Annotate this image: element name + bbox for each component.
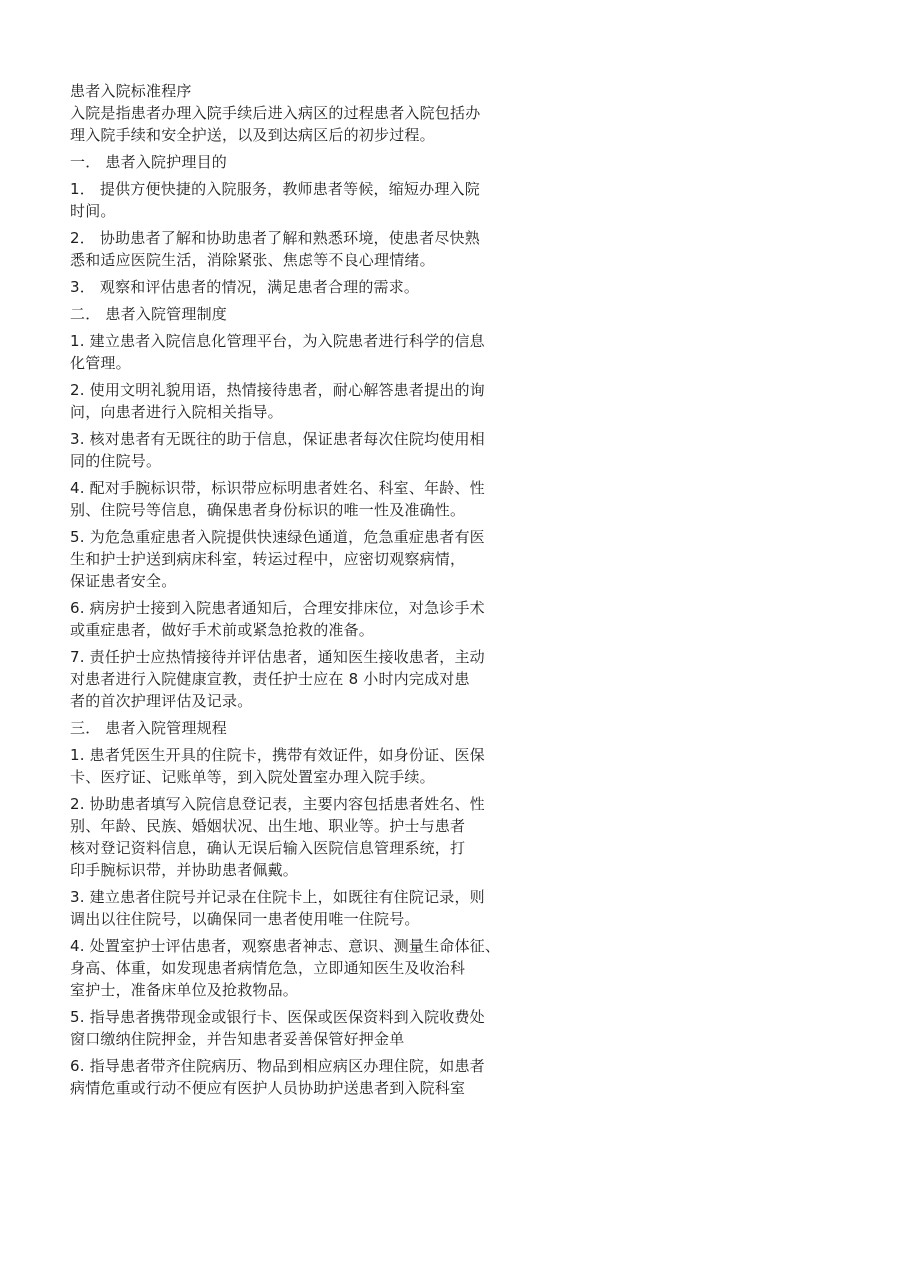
text-line: 问，向患者进行入院相关指导。: [70, 403, 283, 421]
text-line: 别、住院号等信息，确保患者身份标识的唯一性及准确性。: [70, 501, 466, 519]
text-line: 印手腕标识带，并协助患者佩戴。: [70, 861, 299, 879]
text-line: 6. 指导患者带齐住院病历、物品到相应病区办理住院，如患者: [70, 1057, 485, 1075]
text-line: 调出以往住院号，以确保同一患者使用唯一住院号。: [70, 910, 420, 928]
text-line: 病情危重或行动不便应有医护人员协助护送患者到入院科室: [70, 1079, 466, 1097]
text-line: 化管理。: [70, 354, 131, 372]
text-line: 核对登记资料信息，确认无误后输入医院信息管理系统，打: [70, 839, 466, 857]
text-line: 别、年龄、民族、婚姻状况、出生地、职业等。护士与患者: [70, 817, 466, 835]
text-line: 3． 观察和评估患者的情况，满足患者合理的需求。: [70, 278, 420, 296]
text-line: 同的住院号。: [70, 452, 162, 470]
text-line: 4. 处置室护士评估患者，观察患者神志、意识、测量生命体征、: [70, 937, 501, 955]
text-line: 室护士，准备床单位及抢救物品。: [70, 981, 299, 999]
text-line: 患者入院标准程序: [70, 82, 192, 100]
text-line: 2． 协助患者了解和协助患者了解和熟悉环境，使患者尽快熟: [70, 229, 480, 247]
text-line: 1. 建立患者入院信息化管理平台，为入院患者进行科学的信息: [70, 332, 485, 350]
text-line: 入院是指患者办理入院手续后进入病区的过程患者入院包括办: [70, 104, 481, 122]
text-line: 时间。: [70, 202, 116, 220]
text-line: 一． 患者入院护理目的: [70, 153, 227, 171]
text-line: 1. 患者凭医生开具的住院卡，携带有效证件，如身份证、医保: [70, 746, 485, 764]
text-line: 或重症患者，做好手术前或紧急抢救的准备。: [70, 621, 375, 639]
text-line: 三． 患者入院管理规程: [70, 719, 227, 737]
text-line: 卡、医疗证、记账单等，到入院处置室办理入院手续。: [70, 768, 435, 786]
text-line: 对患者进行入院健康宣教，责任护士应在 8 小时内完成对患: [70, 670, 470, 688]
text-line: 生和护士护送到病床科室，转运过程中，应密切观察病情，: [70, 550, 466, 568]
text-line: 6. 病房护士接到入院患者通知后，合理安排床位，对急诊手术: [70, 599, 485, 617]
text-line: 窗口缴纳住院押金，并告知患者妥善保管好押金单: [70, 1030, 405, 1048]
text-line: 3. 核对患者有无既往的助于信息，保证患者每次住院均使用相: [70, 430, 485, 448]
text-line: 身高、体重，如发现患者病情危急，立即通知医生及收治科: [70, 959, 466, 977]
text-line: 悉和适应医院生活，消除紧张、焦虑等不良心理情绪。: [70, 251, 435, 269]
text-line: 3. 建立患者住院号并记录在住院卡上，如既往有住院记录，则: [70, 888, 485, 906]
text-line: 1． 提供方便快捷的入院服务，教师患者等候，缩短办理入院: [70, 180, 480, 198]
text-line: 2. 使用文明礼貌用语，热情接待患者，耐心解答患者提出的询: [70, 381, 485, 399]
text-line: 者的首次护理评估及记录。: [70, 692, 253, 710]
text-line: 二． 患者入院管理制度: [70, 305, 227, 323]
text-line: 5. 指导患者携带现金或银行卡、医保或医保资料到入院收费处: [70, 1008, 485, 1026]
text-line: 4. 配对手腕标识带，标识带应标明患者姓名、科室、年龄、性: [70, 479, 485, 497]
text-line: 7. 责任护士应热情接待并评估患者，通知医生接收患者，主动: [70, 648, 485, 666]
text-line: 保证患者安全。: [70, 572, 177, 590]
text-line: 5. 为危急重症患者入院提供快速绿色通道，危急重症患者有医: [70, 528, 485, 546]
text-line: 理入院手续和安全护送，以及到达病区后的初步过程。: [70, 126, 435, 144]
document-body: [70, 80, 520, 1099]
text-line: 2. 协助患者填写入院信息登记表，主要内容包括患者姓名、性: [70, 795, 485, 813]
